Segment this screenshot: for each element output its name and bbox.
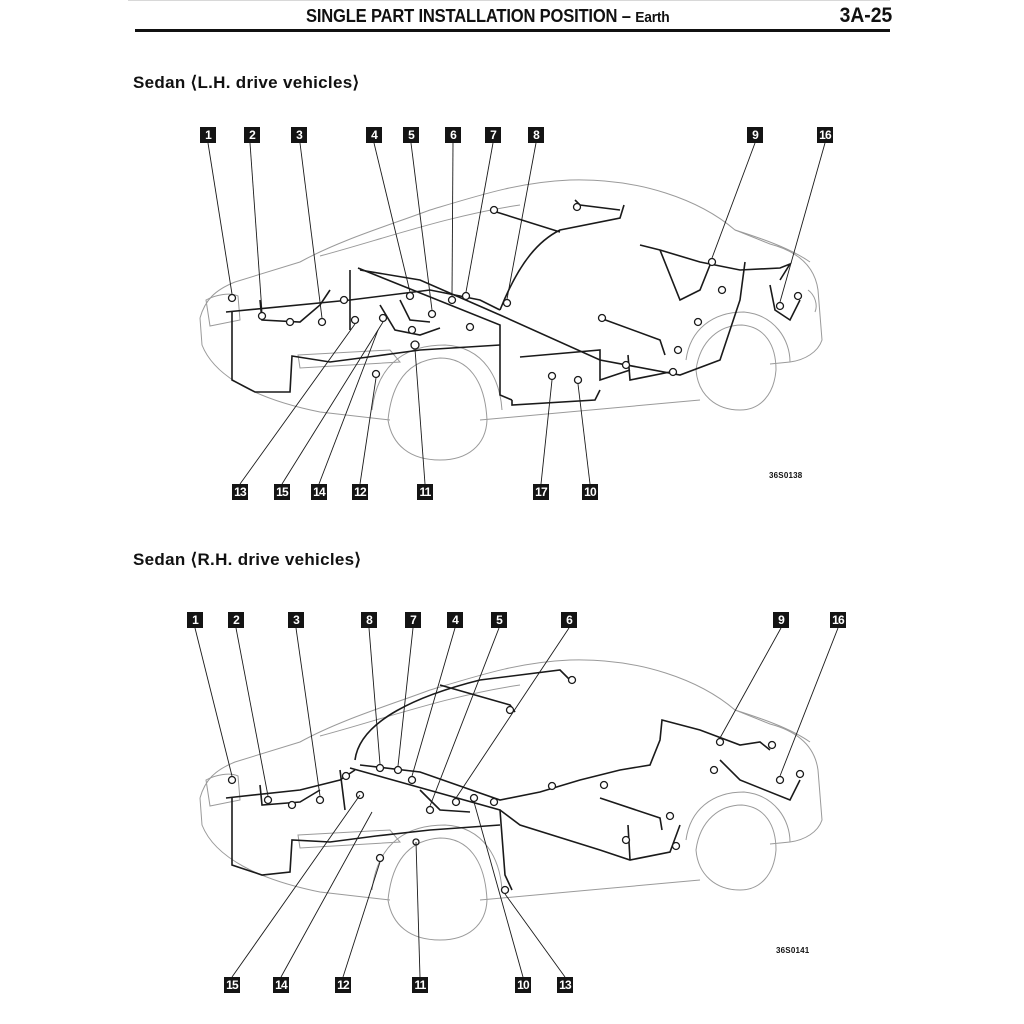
callout-10: 10 bbox=[582, 484, 598, 500]
page-title-main: SINGLE PART INSTALLATION POSITION bbox=[306, 6, 618, 26]
callout-7: 7 bbox=[485, 127, 501, 143]
callout-12: 12 bbox=[352, 484, 368, 500]
callout-10: 10 bbox=[515, 977, 531, 993]
callout-2: 2 bbox=[244, 127, 260, 143]
callout-11: 11 bbox=[417, 484, 433, 500]
callout-15: 15 bbox=[224, 977, 240, 993]
callout-15: 15 bbox=[274, 484, 290, 500]
section-title-rh-drive: Sedan ⟨R.H. drive vehicles⟩ bbox=[133, 550, 362, 569]
callout-12: 12 bbox=[335, 977, 351, 993]
figure-code: 36S0138 bbox=[769, 471, 803, 480]
page-subtitle: Earth bbox=[635, 9, 670, 26]
callout-8: 8 bbox=[361, 612, 377, 628]
callout-17: 17 bbox=[533, 484, 549, 500]
callout-7: 7 bbox=[405, 612, 421, 628]
callout-3: 3 bbox=[291, 127, 307, 143]
callout-9: 9 bbox=[773, 612, 789, 628]
callout-5: 5 bbox=[403, 127, 419, 143]
page-number: 3A-25 bbox=[839, 4, 892, 27]
callout-1: 1 bbox=[187, 612, 203, 628]
callout-16: 16 bbox=[817, 127, 833, 143]
figure-code: 36S0141 bbox=[776, 946, 810, 955]
callout-8: 8 bbox=[528, 127, 544, 143]
callout-11: 11 bbox=[412, 977, 428, 993]
callout-4: 4 bbox=[366, 127, 382, 143]
callout-14: 14 bbox=[311, 484, 327, 500]
callout-6: 6 bbox=[561, 612, 577, 628]
title-dash: – bbox=[617, 6, 636, 26]
callout-16: 16 bbox=[830, 612, 846, 628]
callout-6: 6 bbox=[445, 127, 461, 143]
callout-5: 5 bbox=[491, 612, 507, 628]
callout-1: 1 bbox=[200, 127, 216, 143]
section-title-lh-drive: Sedan ⟨L.H. drive vehicles⟩ bbox=[133, 73, 360, 92]
callout-4: 4 bbox=[447, 612, 463, 628]
callout-13: 13 bbox=[557, 977, 573, 993]
callout-14: 14 bbox=[273, 977, 289, 993]
callout-3: 3 bbox=[288, 612, 304, 628]
callout-9: 9 bbox=[747, 127, 763, 143]
callout-13: 13 bbox=[232, 484, 248, 500]
callout-2: 2 bbox=[228, 612, 244, 628]
